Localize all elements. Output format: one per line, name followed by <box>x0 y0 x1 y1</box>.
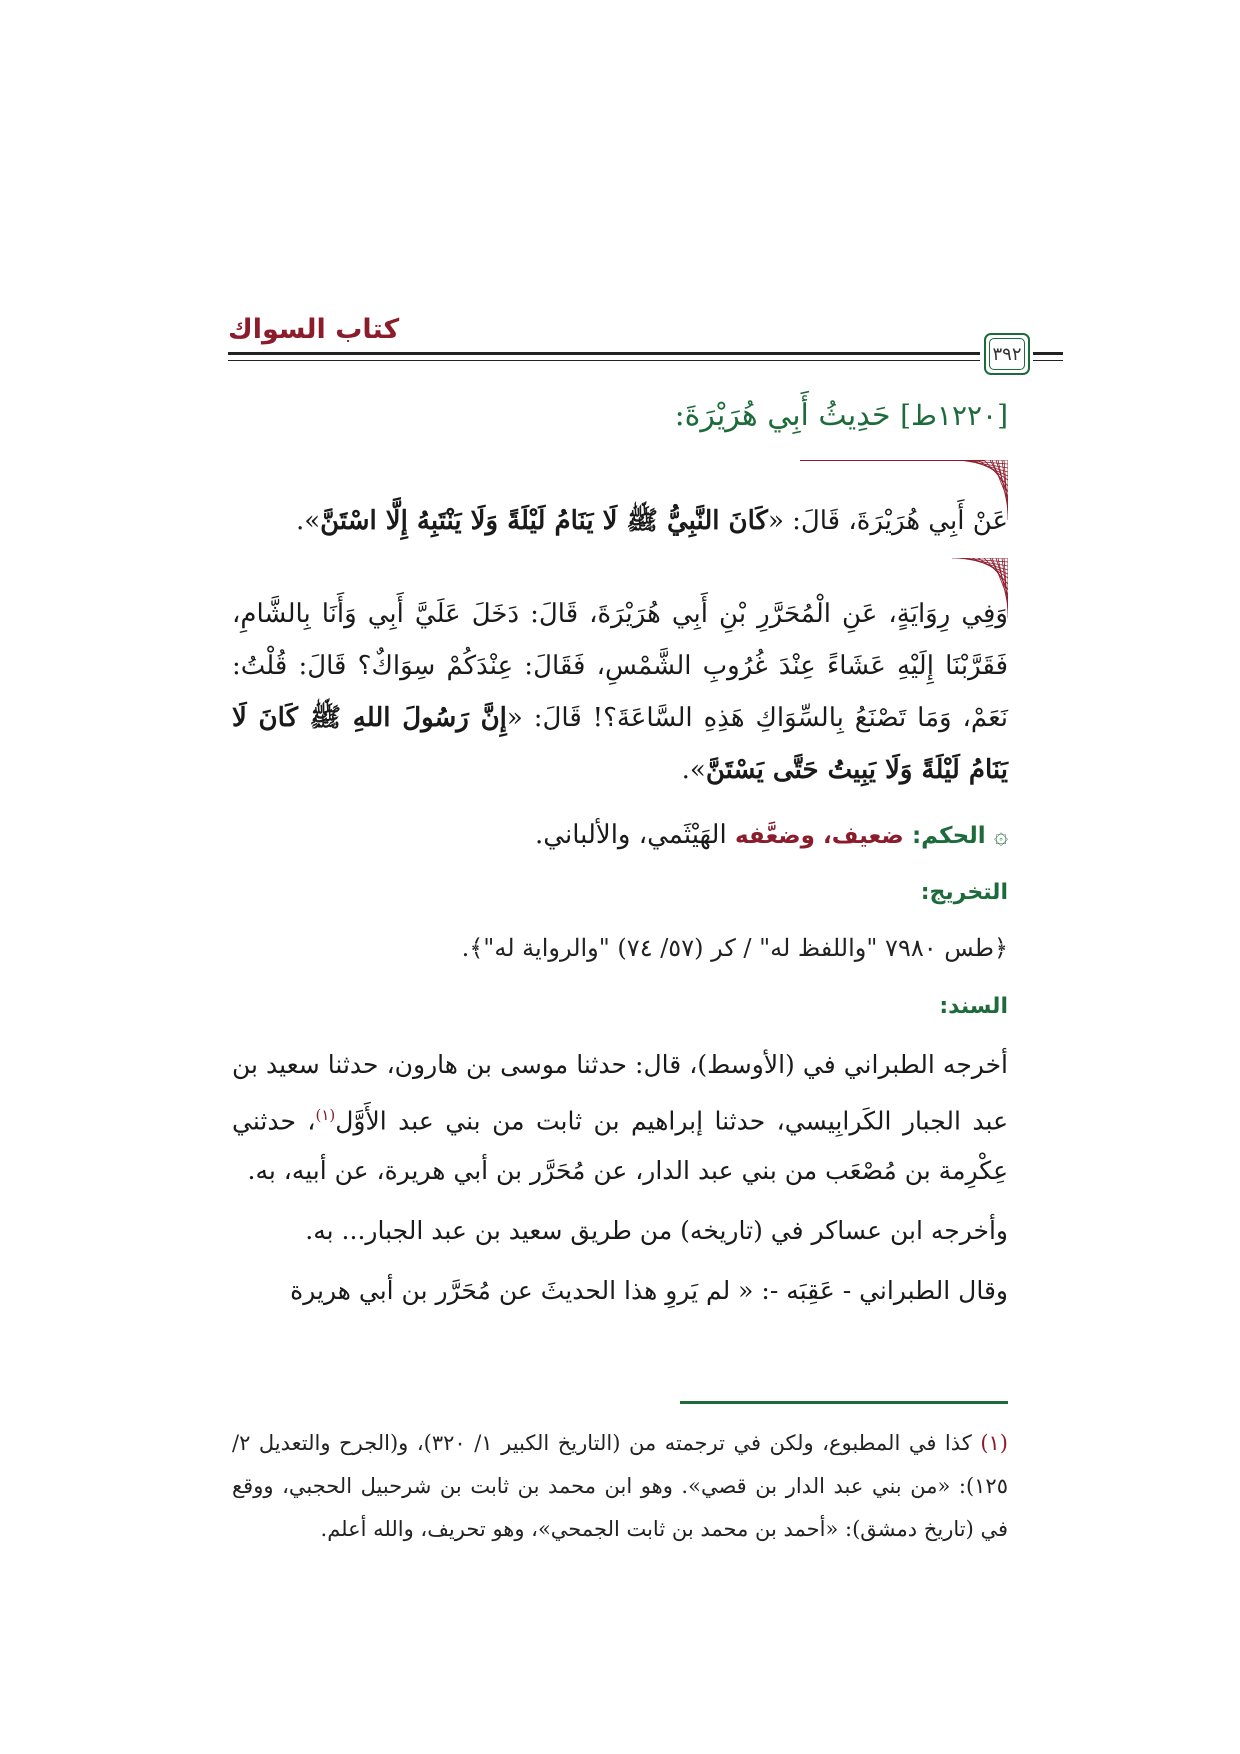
book-title: كتاب السواك <box>228 314 400 345</box>
header-rule-thin <box>228 360 980 361</box>
ruling-line <box>535 820 1008 850</box>
page-number: ٣٩٢ <box>989 338 1025 370</box>
sanad-body <box>232 1040 1008 1326</box>
ruling-rest: الهَيْثَمي، والألباني. <box>535 820 727 850</box>
ruling-label: الحكم: <box>911 823 986 849</box>
sanad-label: السند: <box>939 994 1008 1019</box>
takhrij-label: التخريج: <box>920 880 1008 905</box>
alt-narration-end: ». <box>681 755 706 785</box>
sanad-paragraph-2: وأخرجه ابن عساكر في (تاريخه) من طريق سعيد بن عبد الجبار... به. <box>305 1216 1008 1246</box>
sanad-paragraph-3: وقال الطبراني - عَقِبَه -: « لم يَروِ هذا الحديثَ عن مُحَرَّر بن أبي هريرة <box>290 1276 1008 1306</box>
alt-narration-quote: إِنَّ رَسُولَ اللهِ ﷺ كَانَ لَا يَنَامُ لَيْلَةً وَلَا يَبِيتُ حَتَّى يَسْتَنَّ <box>232 703 1008 785</box>
footnote-text: كذا في المطبوع، ولكن في ترجمته من (التاريخ الكبير ١/ ٣٢٠)، و(الجرح والتعديل ٢/ ١٢٥): «من بني عبد الدار بن قصي». وهو ابن محمد بن ثابت بن شرحبيل الحجبي، ووقع في (تاريخ دمشق): «أحمد بن محمد بن ثابت الجمحي»، وهو تحريف، والله أعلم. <box>232 1431 1008 1541</box>
page-number-badge <box>984 333 1030 375</box>
ornament-star-icon: ۞ <box>993 821 1008 849</box>
hadith-main-narration <box>238 495 1008 547</box>
hadith-heading <box>675 398 1008 433</box>
footnote <box>232 1422 1008 1551</box>
header-rule-thin-right <box>1033 360 1063 361</box>
ruling-verdict: ضعيف، وضعَّفه <box>734 823 904 849</box>
hadith-title: حَدِيثُ أَبِي هُرَيْرَةَ: <box>674 398 891 433</box>
header-rule-thick <box>228 352 980 355</box>
alt-narration-text: وَفِي رِوَايَةٍ، عَنِ الْمُحَرَّرِ بْنِ أَبِي هُرَيْرَةَ، قَالَ: دَخَلَ عَلَيَّ أَبِي وَأَنَا بِالشَّامِ، فَقَرَّبْنَا إِلَيْهِ عَشَاءً عِنْدَ غُرُوبِ الشَّمْسِ، فَقَالَ: عِنْدَكُمْ سِوَاكٌ؟ قَالَ: قُلْتُ: نَعَمْ، وَمَا تَصْنَعُ بِالسِّوَاكِ هَذِهِ السَّاعَةَ؟! قَالَ: « <box>232 599 1008 733</box>
hadith-number: [١٢٢٠ط] <box>900 399 1008 432</box>
sanad-paragraph-1: أخرجه الطبراني في (الأوسط)، قال: حدثنا موسى بن هارون، حدثنا سعيد بن عبد الجبار الكَرابِيسي، حدثنا إبراهيم بن ثابت من بني عبد الأَوَّل$^{(١)}$، حدثني عِكْرِمة بن مُصْعَب من بني عبد الدار، عن مُحَرَّر بن أبي هريرة، عن أبيه، به. <box>232 1050 1008 1186</box>
takhrij-text: ﴿طس ٧٩٨٠ "واللفظ له" / كر (٥٧/ ٧٤) "والرواية له"﴾. <box>461 934 1008 962</box>
hadith-alt-narration <box>232 588 1008 796</box>
footnote-separator <box>680 1401 1008 1404</box>
header-rule-thick-right <box>1033 352 1063 355</box>
footnote-number: (١) <box>980 1431 1008 1455</box>
narration-intro: عَنْ أَبِي هُرَيْرَةَ، قَالَ: « <box>767 506 1008 536</box>
narration-end: ». <box>295 506 321 536</box>
narration-quote: كَانَ النَّبِيُّ ﷺ لَا يَنَامُ لَيْلَةً وَلَا يَنْتَبِهُ إِلَّا اسْتَنَّ <box>320 506 768 536</box>
footnote-reference[interactable]: (١) <box>315 1106 336 1124</box>
